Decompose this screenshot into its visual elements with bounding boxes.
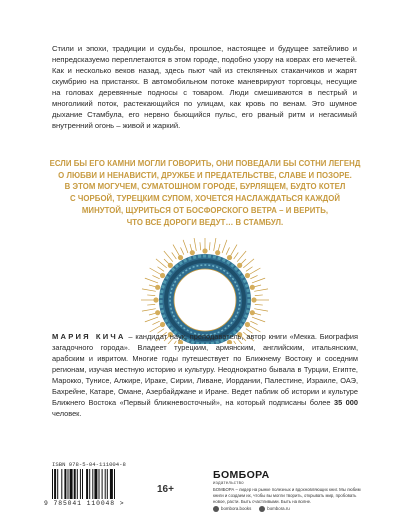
publisher-link-text: bombora.books — [221, 506, 252, 512]
globe-icon — [259, 506, 265, 512]
quote-line: В ЭТОМ МОГУЧЕМ, СУМАТОШНОМ ГОРОДЕ, БУРЛЯЩЕМ, БУДТО КОТЕЛ — [64, 182, 346, 192]
publisher-brand: БОМБОРА — [213, 469, 270, 481]
publisher-link[interactable] — [213, 506, 251, 512]
barcode — [52, 469, 144, 499]
mosaic-ornament-icon — [110, 238, 300, 344]
author-bio-end: человек. — [52, 409, 82, 418]
publisher-links — [213, 506, 290, 512]
author-name: МАРИЯ КИЧА — [52, 332, 126, 341]
followers-count: 35 000 — [333, 398, 358, 407]
isbn-label: ISBN 978-5-04-111004-8 — [52, 461, 126, 468]
pull-quote — [40, 158, 370, 228]
quote-line: О ЛЮБВИ И НЕНАВИСТИ, ДРУЖБЕ И ПРЕДАТЕЛЬСТВЕ, СЛАВЕ И ПОЗОРЕ. — [58, 170, 352, 180]
publisher-description: БОМБОРА – лидер на рынке полезных и вдохновляющих книг. Мы любим книги и создаем их, чтобы вы могли творить, открывать мир, пробовать новое, расти. Быть счастливыми. Быть на волне. — [213, 487, 361, 504]
author-bio-text: – кандидат наук, преподаватель, автор книги «Мекка. Биография загадочного города». Владеет турецким, армянским, английским, итальянским, арабским и ивритом. Многие годы путешествует по Ближнему Востоку и соседним регионам, изучая местную историю и культуру. Неоднократно бывала в Турции, Египте, Марокко, Тунисе, Алжире, Ираке, Сирии, Ливане, Иордании, Палестине, Израиле, ОАЭ, Бахрейне, Катаре, Омане, Азербайджане и Иране. Ведет паблик об истории и культуре Ближнего Востока «Первый ближневосточный», на который подписаны более — [52, 332, 358, 407]
publisher-link-text: bombora.ru — [267, 506, 290, 512]
social-icon — [213, 506, 219, 512]
intro-paragraph: Стили и эпохи, традиции и судьбы, прошлое, настоящее и будущее затейливо и непредсказуемо переплетаются в этом городе, подобно узору на коврах его мечетей. Как и несколько веков назад, здесь пьют чай из стеклянных стаканчиков и жарят скумбрию на пристанях. В автомобильном потоке маневрируют торговцы, несущие на головах деревянные подносы с товаром. Люди смешиваются в пестрый и многоликий поток, растекающийся по улицам, как кровь по венам. Это шумное дыхание Стамбула, его нервно бьющийся пульс, его рваный ритм и негасимый внутренний огонь – живой и жаркий. — [52, 44, 357, 130]
age-rating: 16+ — [157, 484, 174, 495]
barcode-digits: 9 785041 110048 > — [44, 500, 125, 507]
publisher-link[interactable] — [259, 506, 289, 512]
quote-line: МИНУТОЙ, ЩУРИТЬСЯ ОТ БОСФОРСКОГО ВЕТРА – И ВЕРИТЬ, — [81, 205, 329, 215]
publisher-logo — [213, 470, 270, 485]
publisher-sub: издательство — [213, 480, 244, 485]
quote-line: С ЧОРБОЙ, ТУРЕЦКИМ СУПОМ, ХОЧЕТСЯ НАСЛАЖДАТЬСЯ КАЖДОЙ — [70, 194, 340, 204]
quote-line: ЕСЛИ БЫ ЕГО КАМНИ МОГЛИ ГОВОРИТЬ, ОНИ ПОВЕДАЛИ БЫ СОТНИ ЛЕГЕНД — [49, 159, 361, 168]
quote-line: ЧТО ВСЕ ДОРОГИ ВЕДУТ… В СТАМБУЛ. — [126, 217, 284, 227]
author-bio — [52, 331, 358, 419]
